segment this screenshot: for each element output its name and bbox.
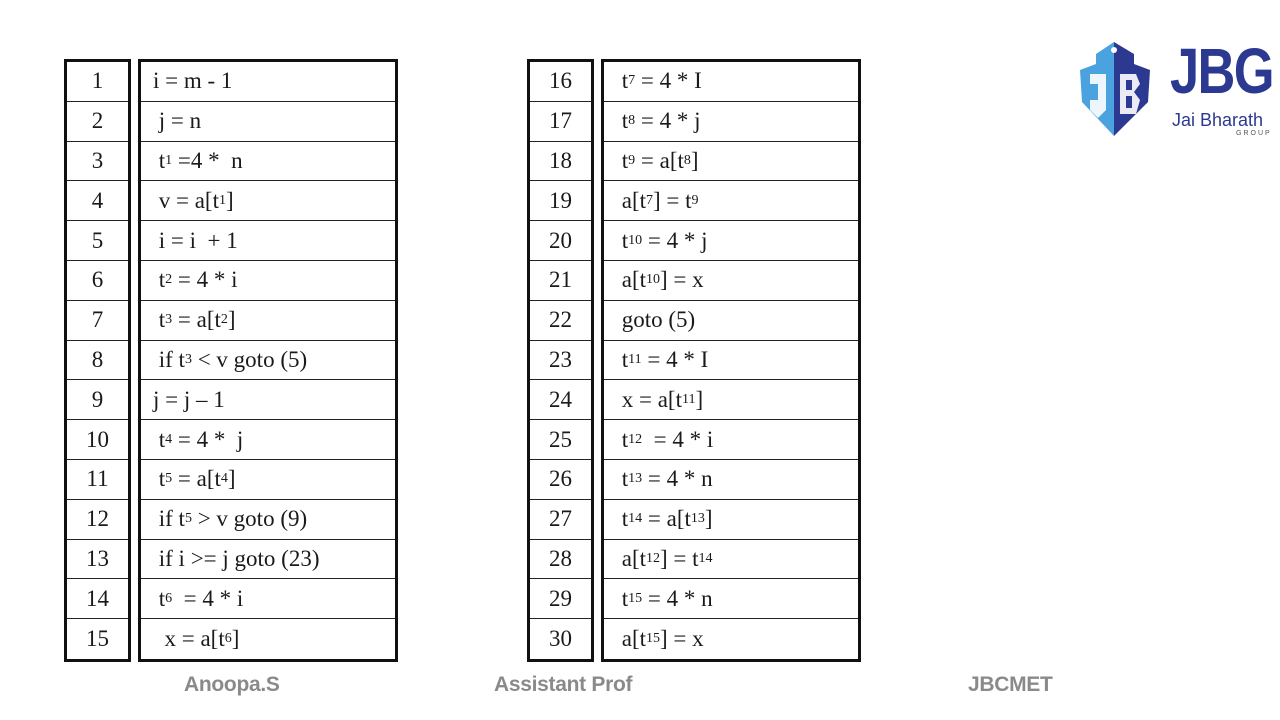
line-number-column bbox=[64, 59, 131, 662]
line-number: 8 bbox=[67, 341, 128, 381]
code-column bbox=[138, 59, 398, 662]
logo-wordmark: JBG bbox=[1170, 35, 1273, 107]
line-number: 28 bbox=[530, 540, 591, 580]
code-statement: t 15 = 4 * n bbox=[604, 579, 858, 619]
jbg-shield-icon bbox=[1076, 40, 1154, 138]
code-statement: t 4 = 4 * j bbox=[141, 420, 395, 460]
code-statement: i = i + 1 bbox=[141, 221, 395, 261]
code-statement: t 3 = a[t 2 ] bbox=[141, 301, 395, 341]
line-number: 29 bbox=[530, 579, 591, 619]
code-statement: t 14 = a[t 13 ] bbox=[604, 500, 858, 540]
line-number: 6 bbox=[67, 261, 128, 301]
line-number: 15 bbox=[86, 626, 109, 652]
code-statement: t 10 = 4 * j bbox=[604, 221, 858, 261]
line-number: 10 bbox=[67, 420, 128, 460]
code-statement: x = a[t 6 ] bbox=[153, 626, 240, 652]
logo-name: Jai Bharath bbox=[1172, 110, 1264, 130]
code-statement: t 1 =4 * n bbox=[141, 142, 395, 182]
line-number: 20 bbox=[530, 221, 591, 261]
line-number: 17 bbox=[530, 102, 591, 142]
code-statement: x = a[t 11 ] bbox=[604, 380, 858, 420]
code-statement: j = j – 1 bbox=[141, 380, 395, 420]
code-statement: a[t 10 ] = x bbox=[604, 261, 858, 301]
footer-designation: Assistant Prof bbox=[494, 673, 633, 696]
line-number: 14 bbox=[67, 579, 128, 619]
line-number: 30 bbox=[549, 626, 572, 652]
line-number: 23 bbox=[530, 341, 591, 381]
code-statement: t 11 = 4 * I bbox=[604, 341, 858, 381]
line-number: 2 bbox=[67, 102, 128, 142]
line-number: 16 bbox=[530, 62, 591, 102]
line-number: 22 bbox=[530, 301, 591, 341]
line-number: 5 bbox=[67, 221, 128, 261]
line-number: 24 bbox=[530, 380, 591, 420]
line-number: 25 bbox=[530, 420, 591, 460]
logo-tagline: GROUP bbox=[1236, 130, 1272, 137]
code-statement: t 13 = 4 * n bbox=[604, 460, 858, 500]
code-statement: goto (5) bbox=[604, 301, 858, 341]
line-number: 1 bbox=[67, 62, 128, 102]
code-statement: j = n bbox=[141, 102, 395, 142]
line-number: 4 bbox=[67, 181, 128, 221]
code-statement: v = a[t 1 ] bbox=[141, 181, 395, 221]
code-statement: t 9 = a[t 8 ] bbox=[604, 142, 858, 182]
line-number: 27 bbox=[530, 500, 591, 540]
code-statement: a[t 12 ] = t 14 bbox=[604, 540, 858, 580]
code-statement: t 7 = 4 * I bbox=[604, 62, 858, 102]
code-statement: if t 5 > v goto (9) bbox=[141, 500, 395, 540]
code-statement: t 2 = 4 * i bbox=[141, 261, 395, 301]
line-number: 9 bbox=[67, 380, 128, 420]
code-statement: t 8 = 4 * j bbox=[604, 102, 858, 142]
jbg-logo bbox=[1076, 35, 1276, 140]
code-column bbox=[601, 59, 861, 662]
footer-author: Anoopa.S bbox=[184, 673, 280, 696]
line-number: 19 bbox=[530, 181, 591, 221]
footer-institution: JBCMET bbox=[968, 673, 1053, 696]
line-number: 11 bbox=[67, 460, 128, 500]
code-statement: if i >= j goto (23) bbox=[141, 540, 395, 580]
code-statement: t 6 = 4 * i bbox=[141, 579, 395, 619]
line-number: 26 bbox=[530, 460, 591, 500]
line-number: 7 bbox=[67, 301, 128, 341]
code-statement: t 12 = 4 * i bbox=[604, 420, 858, 460]
line-number: 3 bbox=[67, 142, 128, 182]
line-number: 21 bbox=[530, 261, 591, 301]
code-statement: a[t 7 ] = t 9 bbox=[604, 181, 858, 221]
code-statement: t 5 = a[t 4 ] bbox=[141, 460, 395, 500]
code-statement: i = m - 1 bbox=[141, 62, 395, 102]
line-number: 18 bbox=[530, 142, 591, 182]
code-statement: a[t 15 ] = x bbox=[616, 626, 704, 652]
line-number-column bbox=[527, 59, 594, 662]
line-number: 13 bbox=[67, 540, 128, 580]
code-statement: if t 3 < v goto (5) bbox=[141, 341, 395, 381]
line-number: 12 bbox=[67, 500, 128, 540]
